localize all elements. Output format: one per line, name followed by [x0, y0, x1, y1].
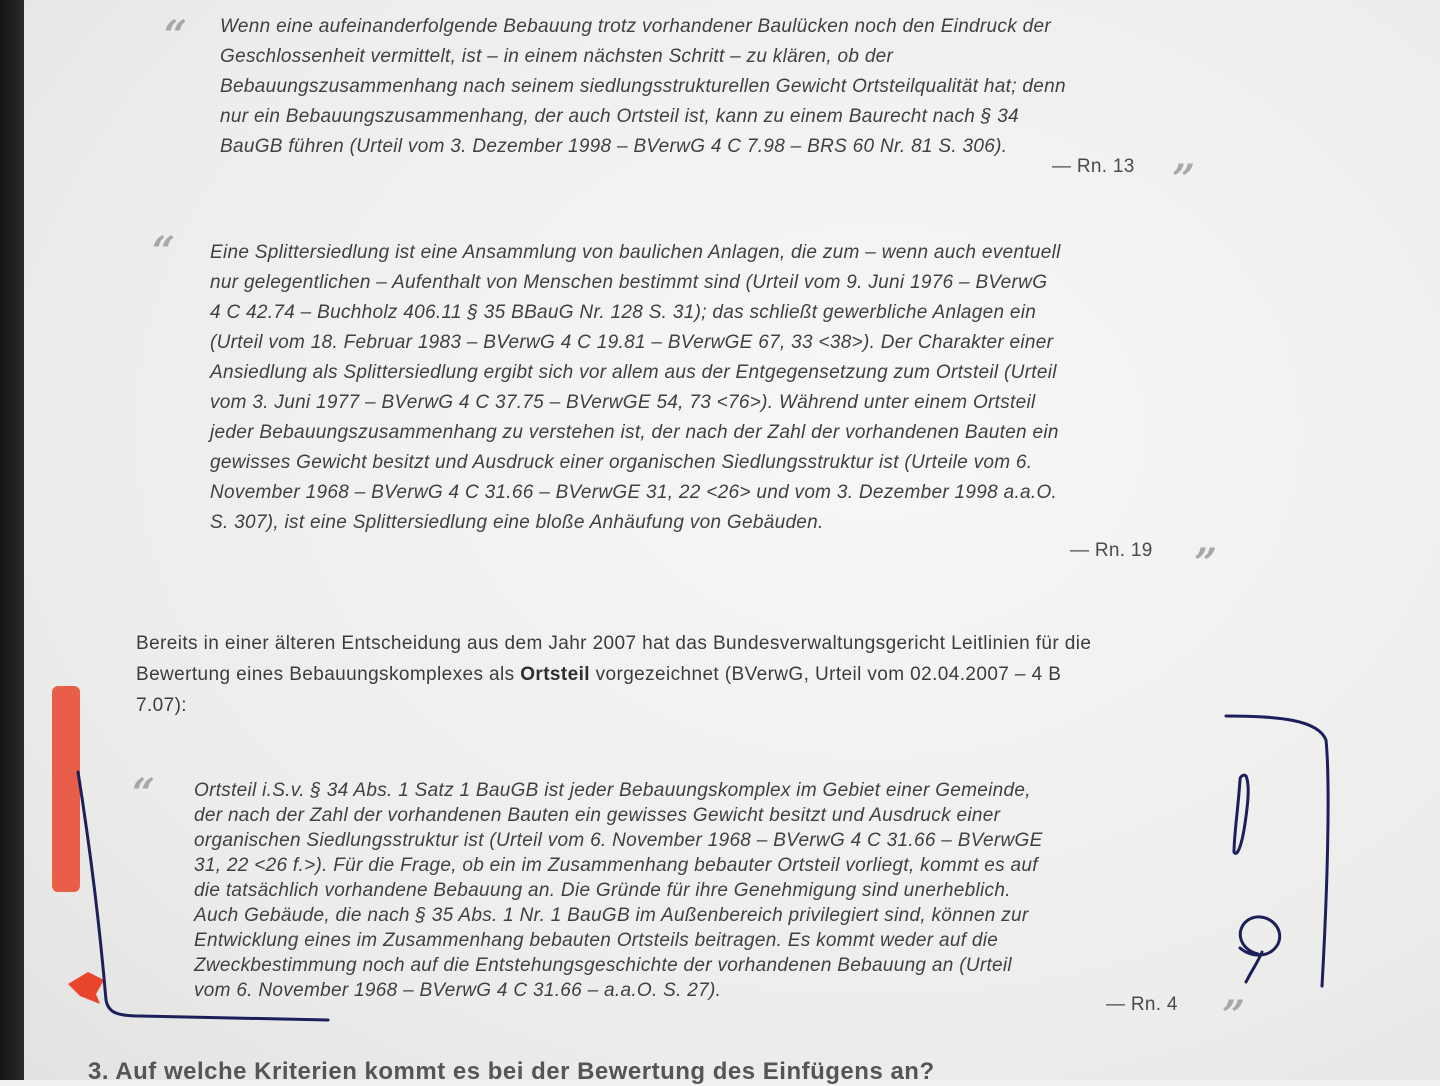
quote-line: nur gelegentlichen – Aufenthalt von Menschen bestimmt sind (Urteil vom 9. Juni 1976 – BVerwG — [210, 272, 1048, 293]
rn-label: — Rn. 4 — [1106, 994, 1178, 1015]
quote-line: 4 C 42.74 – Buchholz 406.11 § 35 BBauG Nr. 128 S. 31); das schließt gewerbliche Anlagen ein — [210, 302, 1037, 323]
rn-label: — Rn. 19 — [1070, 540, 1153, 561]
quote-line: S. 307), ist eine Splittersiedlung eine bloße Anhäufung von Gebäuden. — [210, 512, 824, 533]
close-quote-icon: ” — [1222, 992, 1246, 1039]
close-quote-icon: ” — [1172, 156, 1196, 203]
quote-line: Auch Gebäude, die nach § 35 Abs. 1 Nr. 1 BauGB im Außenbereich privilegiert sind, können zur — [194, 905, 1029, 926]
quote-line: gewisses Gewicht besitzt und Ausdruck einer organischen Siedlungsstruktur ist (Urteile vom 6. — [210, 452, 1033, 473]
quote-line: Eine Splittersiedlung ist eine Ansammlung von baulichen Anlagen, die zum – wenn auch eventuell — [210, 242, 1061, 263]
open-quote-icon: “ — [152, 228, 176, 275]
quote-line: Zweckbestimmung noch auf die Entstehungsgeschichte der vorhandenen Bebauung an (Urteil — [194, 955, 1012, 976]
quote-line: Entwicklung eines im Zusammenhang bebauten Ortsteils beitragen. Es kommt weder auf die — [194, 930, 999, 951]
quote-line: vom 3. Juni 1977 – BVerwG 4 C 37.75 – BVerwGE 54, 73 <76>). Während unter einem Ortsteil — [210, 392, 1036, 413]
quote-line: vom 6. November 1968 – BVerwG 4 C 31.66 – a.a.O. S. 27). — [194, 980, 722, 1001]
quote-line: Geschlossenheit vermittelt, ist – in einem nächsten Schritt – zu klären, ob der — [220, 46, 894, 67]
open-quote-icon: “ — [132, 770, 156, 817]
quote-line: organischen Siedlungsstruktur ist (Urteil vom 6. November 1968 – BVerwG 4 C 31.66 – BVerwGE — [194, 830, 1043, 851]
quote-line: Ansiedlung als Splittersiedlung ergibt sich vor allem aus der Entgegensetzung zum Ortsteil (Urteil — [210, 362, 1057, 383]
quote-line: nur ein Bebauungszusammenhang, der auch Ortsteil ist, kann zu einem Baurecht nach § 34 — [220, 106, 1019, 127]
rn-label: — Rn. 13 — [1052, 156, 1135, 177]
bold-term: Ortsteil — [520, 664, 590, 685]
quote-line: (Urteil vom 18. Februar 1983 – BVerwG 4 C 19.81 – BVerwGE 67, 33 <38>). Der Charakter einer — [210, 332, 1054, 353]
paragraph-line: 7.07): — [136, 695, 187, 716]
quote-line: jeder Bebauungszusammenhang zu verstehen ist, der nach der Zahl der vorhandenen Bauten ein — [210, 422, 1059, 443]
quote-line: Wenn eine aufeinanderfolgende Bebauung trotz vorhandener Baulücken noch den Eindruck der — [220, 16, 1051, 37]
paragraph-text: vorgezeichnet (BVerwG, Urteil vom 02.04.2007 – 4 B — [589, 664, 1062, 685]
close-quote-icon: ” — [1194, 540, 1218, 587]
quote-line: der nach der Zahl der vorhandenen Bauten ein gewisses Gewicht besitzt und Ausdruck einer — [194, 805, 1001, 826]
quote-line: BauGB führen (Urteil vom 3. Dezember 1998 – BVerwG 4 C 7.98 – BRS 60 Nr. 81 S. 306). — [220, 136, 1008, 157]
quote-line: Ortsteil i.S.v. § 34 Abs. 1 Satz 1 BauGB ist jeder Bebauungskomplex im Gebiet einer Gemeinde, — [194, 780, 1031, 801]
paragraph-text: Bewertung eines Bebauungskomplexes als — [136, 664, 521, 685]
open-quote-icon: “ — [164, 12, 188, 59]
paragraph-line: Bereits in einer älteren Entscheidung aus dem Jahr 2007 hat das Bundesverwaltungsgericht Leitlinien für die — [136, 633, 1092, 654]
quote-line: 31, 22 <26 f.>). Für die Frage, ob ein im Zusammenhang bebauter Ortsteil vorliegt, kommt es auf — [194, 855, 1038, 876]
quote-line: die tatsächlich vorhandene Bebauung an. Die Gründe für ihre Genehmigung sind unerheblich. — [194, 880, 1011, 901]
quote-line: Bebauungszusammenhang nach seinem siedlungsstrukturellen Gewicht Ortsteilqualität hat; denn — [220, 76, 1066, 97]
quote-text — [194, 778, 1194, 1003]
section-heading: 3. Auf welche Kriterien kommt es bei der Bewertung des Einfügens an? — [88, 1058, 935, 1085]
quote-line: November 1968 – BVerwG 4 C 31.66 – BVerwGE 31, 22 <26> und vom 3. Dezember 1998 a.a.O. — [210, 482, 1058, 503]
